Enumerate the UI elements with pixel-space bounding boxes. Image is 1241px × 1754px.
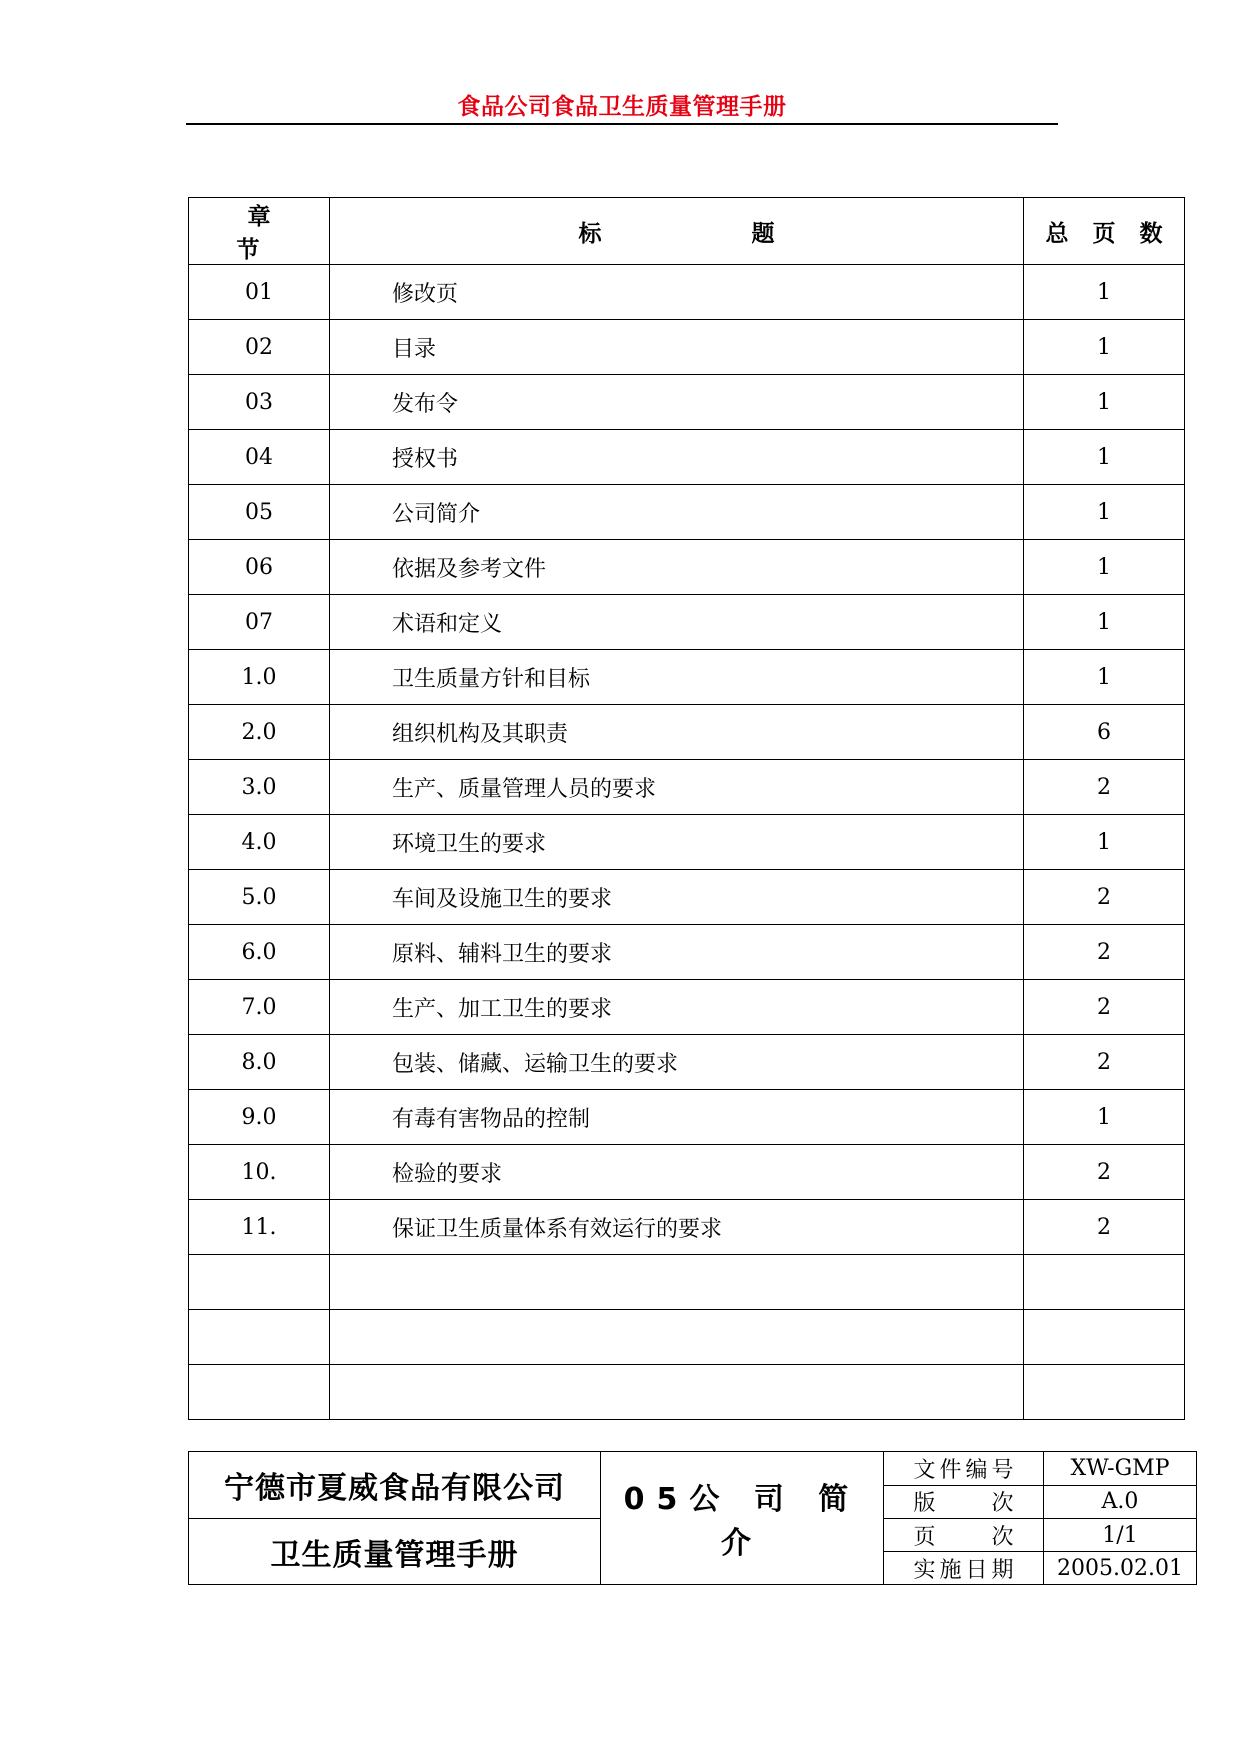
chapter-number: 07 <box>189 595 330 650</box>
chapter-number <box>189 1365 330 1420</box>
chapter-title: 依据及参考文件 <box>330 540 1024 595</box>
chapter-number: 05 <box>189 485 330 540</box>
table-row <box>189 320 1185 375</box>
chapter-number: 6.0 <box>189 925 330 980</box>
table-row <box>189 1365 1185 1420</box>
table-row <box>189 705 1185 760</box>
footer-chapter-title: 05公 司 简 介 <box>601 1452 884 1585</box>
table-row <box>189 870 1185 925</box>
document-footer-block <box>188 1451 1197 1585</box>
chapter-title <box>330 1310 1024 1365</box>
page-count: 1 <box>1024 650 1185 705</box>
meta-value-page: 1/1 <box>1044 1519 1197 1552</box>
table-row <box>189 265 1185 320</box>
page-count <box>1024 1310 1185 1365</box>
chapter-number: 04 <box>189 430 330 485</box>
table-row <box>189 1200 1185 1255</box>
table-row <box>189 815 1185 870</box>
page-count: 1 <box>1024 320 1185 375</box>
table-row <box>189 540 1185 595</box>
page-count <box>1024 1365 1185 1420</box>
footer-manual-name: 卫生质量管理手册 <box>189 1519 601 1585</box>
chapter-title: 车间及设施卫生的要求 <box>330 870 1024 925</box>
page-count: 1 <box>1024 815 1185 870</box>
page-count: 1 <box>1024 485 1185 540</box>
toc-header-row <box>189 198 1185 265</box>
chapter-title: 检验的要求 <box>330 1145 1024 1200</box>
page-count: 1 <box>1024 1090 1185 1145</box>
meta-label-page: 页次 <box>884 1519 1044 1552</box>
column-header-title <box>330 198 1024 265</box>
table-row <box>189 1255 1185 1310</box>
chapter-title <box>330 1365 1024 1420</box>
chapter-title: 组织机构及其职责 <box>330 705 1024 760</box>
table-row <box>189 430 1185 485</box>
chapter-title: 生产、质量管理人员的要求 <box>330 760 1024 815</box>
chapter-number: 2.0 <box>189 705 330 760</box>
chapter-number: 01 <box>189 265 330 320</box>
chapter-title: 授权书 <box>330 430 1024 485</box>
meta-label-document-number: 文件编号 <box>884 1452 1044 1486</box>
chapter-number: 03 <box>189 375 330 430</box>
page-count: 2 <box>1024 760 1185 815</box>
chapter-title: 环境卫生的要求 <box>330 815 1024 870</box>
chapter-number: 8.0 <box>189 1035 330 1090</box>
table-row <box>189 1090 1185 1145</box>
header-rule <box>186 123 1058 125</box>
chapter-title: 发布令 <box>330 375 1024 430</box>
chapter-title: 生产、加工卫生的要求 <box>330 980 1024 1035</box>
table-row <box>189 980 1185 1035</box>
meta-label-version: 版次 <box>884 1485 1044 1519</box>
column-header-chapter: 章 节 <box>189 198 330 265</box>
table-row <box>189 595 1185 650</box>
chapter-title <box>330 1255 1024 1310</box>
table-row <box>189 1145 1185 1200</box>
page-count: 2 <box>1024 925 1185 980</box>
page-count: 2 <box>1024 1200 1185 1255</box>
column-header-title-part1: 标 <box>578 220 602 247</box>
meta-value-effective-date: 2005.02.01 <box>1044 1552 1197 1585</box>
page-count: 6 <box>1024 705 1185 760</box>
page-count: 1 <box>1024 540 1185 595</box>
page-count <box>1024 1255 1185 1310</box>
chapter-number: 4.0 <box>189 815 330 870</box>
chapter-number: 7.0 <box>189 980 330 1035</box>
page-count: 2 <box>1024 980 1185 1035</box>
chapter-number <box>189 1255 330 1310</box>
chapter-number: 06 <box>189 540 330 595</box>
page-count: 1 <box>1024 265 1185 320</box>
chapter-title: 卫生质量方针和目标 <box>330 650 1024 705</box>
document-header-title: 食品公司食品卫生质量管理手册 <box>457 94 787 120</box>
chapter-title: 公司简介 <box>330 485 1024 540</box>
table-of-contents <box>188 197 1185 1420</box>
table-row <box>189 485 1185 540</box>
column-header-pages: 总 页 数 <box>1024 198 1185 265</box>
chapter-title: 原料、辅料卫生的要求 <box>330 925 1024 980</box>
column-header-title-part2: 题 <box>751 220 775 247</box>
table-row <box>189 925 1185 980</box>
table-row <box>189 650 1185 705</box>
meta-label-effective-date: 实施日期 <box>884 1552 1044 1585</box>
chapter-number: 1.0 <box>189 650 330 705</box>
chapter-title: 有毒有害物品的控制 <box>330 1090 1024 1145</box>
chapter-number: 3.0 <box>189 760 330 815</box>
chapter-number <box>189 1310 330 1365</box>
footer-company-name: 宁德市夏威食品有限公司 <box>189 1452 601 1519</box>
chapter-number: 5.0 <box>189 870 330 925</box>
chapter-title: 术语和定义 <box>330 595 1024 650</box>
page-count: 2 <box>1024 870 1185 925</box>
chapter-number: 11. <box>189 1200 330 1255</box>
page-count: 2 <box>1024 1145 1185 1200</box>
page-count: 1 <box>1024 430 1185 485</box>
page-count: 2 <box>1024 1035 1185 1090</box>
table-row <box>189 375 1185 430</box>
table-row <box>189 760 1185 815</box>
chapter-number: 9.0 <box>189 1090 330 1145</box>
chapter-title: 修改页 <box>330 265 1024 320</box>
table-row <box>189 1035 1185 1090</box>
chapter-title: 目录 <box>330 320 1024 375</box>
meta-value-version: A.0 <box>1044 1485 1197 1519</box>
chapter-title: 包装、储藏、运输卫生的要求 <box>330 1035 1024 1090</box>
meta-value-document-number: XW-GMP <box>1044 1452 1197 1486</box>
page-count: 1 <box>1024 595 1185 650</box>
page-count: 1 <box>1024 375 1185 430</box>
chapter-title: 保证卫生质量体系有效运行的要求 <box>330 1200 1024 1255</box>
chapter-number: 10. <box>189 1145 330 1200</box>
table-row <box>189 1310 1185 1365</box>
chapter-number: 02 <box>189 320 330 375</box>
